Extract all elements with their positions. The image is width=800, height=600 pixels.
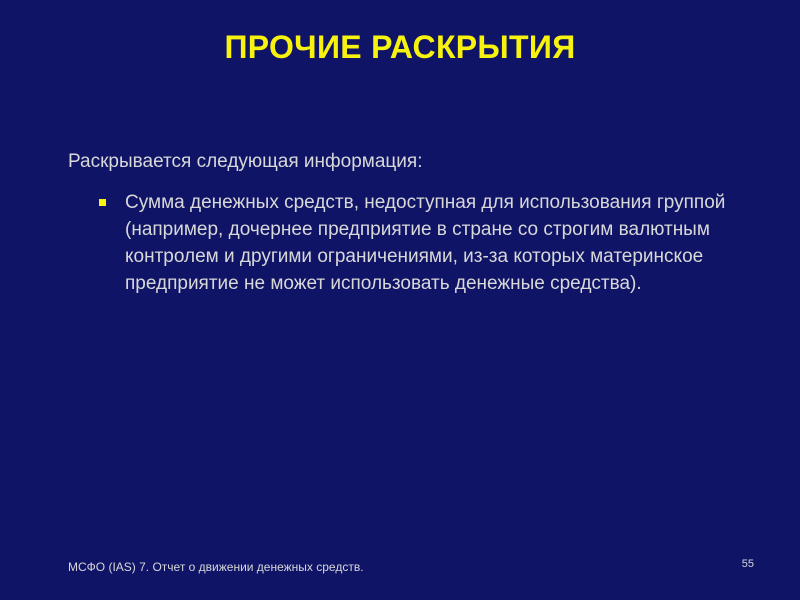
- slide-title: ПРОЧИЕ РАСКРЫТИЯ: [224, 29, 576, 65]
- bullet-text: Сумма денежных средств, недоступная для использования группой (например, дочернее предприятие в стране со строгим валютным контролем и другими ограничениями, из-за которых материнское предприятие не может использовать денежные средства).: [125, 192, 726, 294]
- bullet-item: [98, 189, 748, 297]
- page-number: 55: [741, 558, 754, 570]
- bullet-list: [98, 189, 748, 297]
- square-bullet-icon: [99, 199, 106, 206]
- footer-text: МСФО (IAS) 7. Отчет о движении денежных средств.: [68, 560, 364, 574]
- intro-text: Раскрывается следующая информация:: [68, 151, 423, 172]
